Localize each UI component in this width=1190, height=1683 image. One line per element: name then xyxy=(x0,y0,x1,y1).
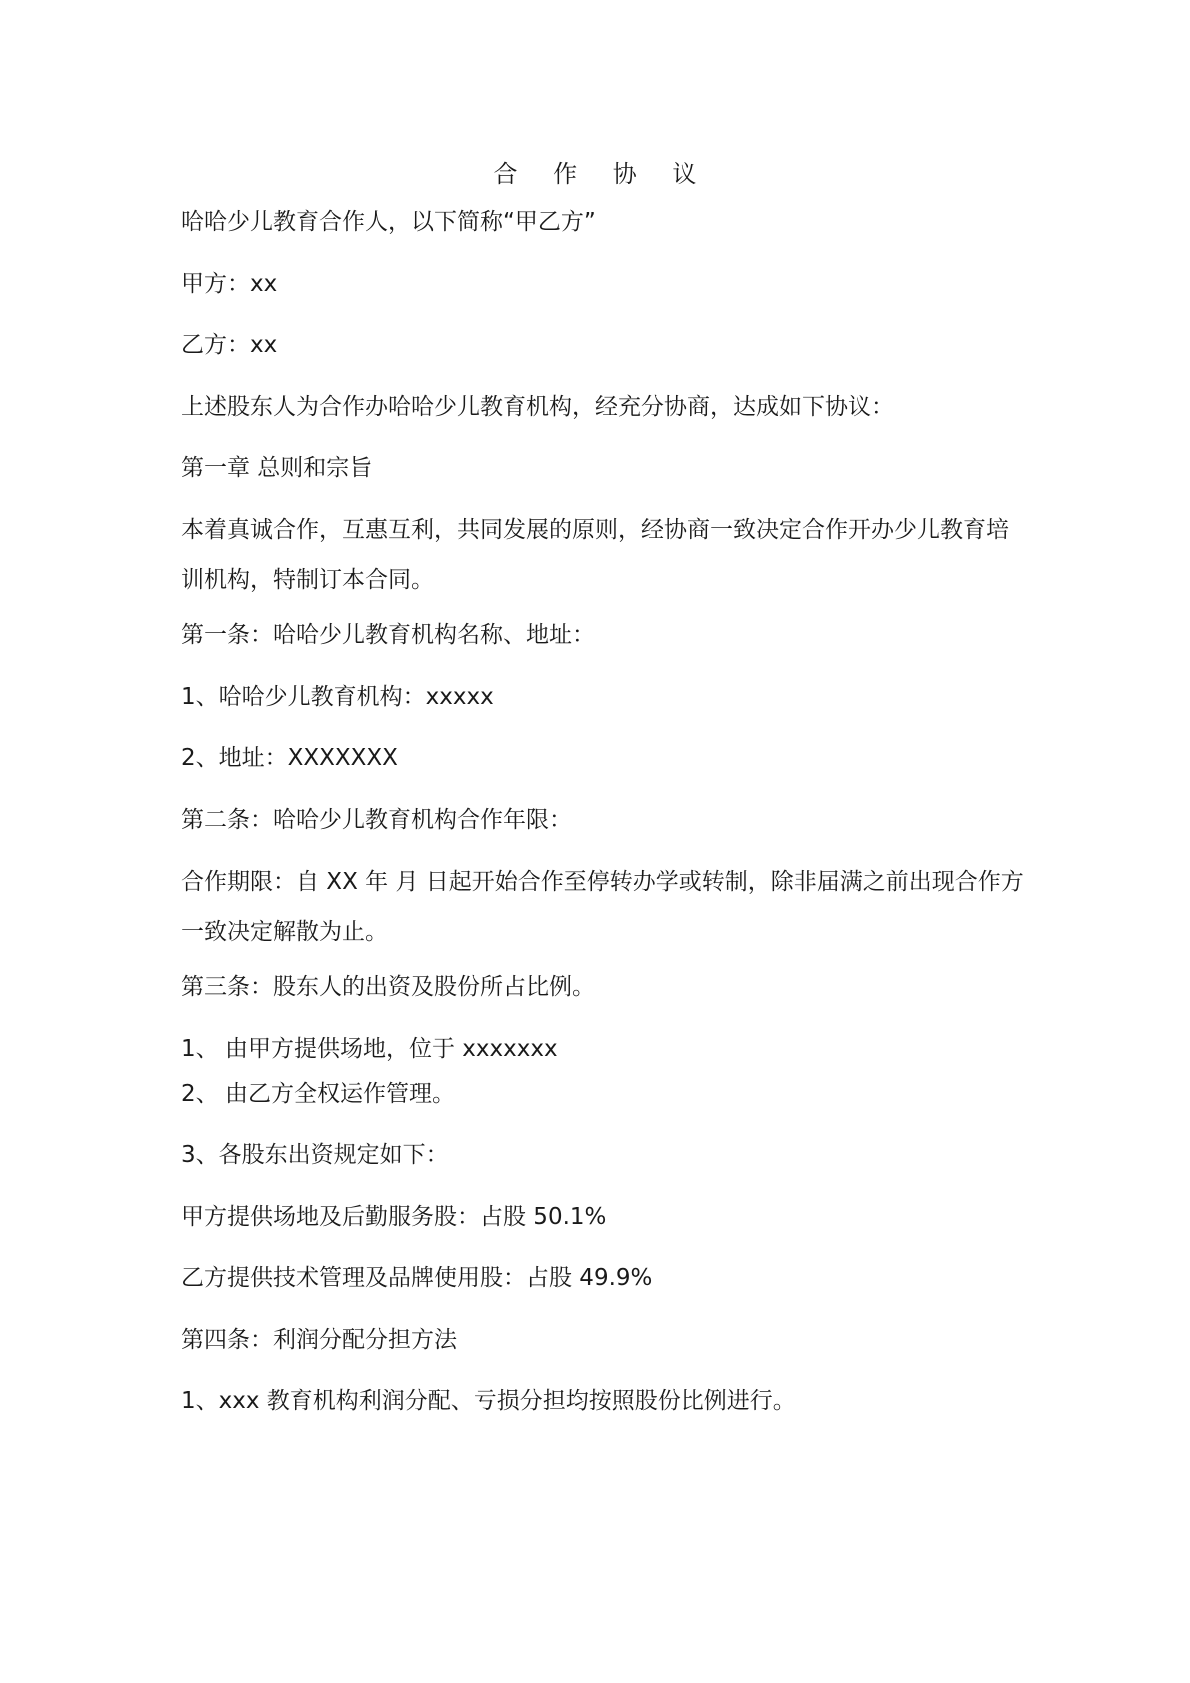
document-title: 合 作 协 议 xyxy=(493,160,711,188)
share-b-line: 乙方提供技术管理及品牌使用股：占股 49.9% xyxy=(181,1265,653,1291)
article-4-heading: 第四条：利润分配分担方法 xyxy=(181,1327,457,1353)
article-3-item-3: 3、各股东出资规定如下： xyxy=(181,1142,449,1168)
preamble-line: 上述股东人为合作办哈哈少儿教育机构，经充分协商，达成如下协议： xyxy=(181,394,894,420)
article-2-heading: 第二条：哈哈少儿教育机构合作年限： xyxy=(181,807,572,833)
party-a-line: 甲方：xx xyxy=(181,271,278,297)
party-b-line: 乙方：xx xyxy=(181,332,278,358)
article-3-item-2 xyxy=(181,1078,1041,1110)
list-number: 1、 xyxy=(181,1036,219,1062)
chapter-heading: 第一章 总则和宗旨 xyxy=(181,455,373,481)
article-3-item-1 xyxy=(181,1033,1041,1065)
list-text: 由乙方全权运作管理。 xyxy=(225,1081,455,1107)
article-4-item-1: 1、xxx 教育机构利润分配、亏损分担均按照股份比例进行。 xyxy=(181,1388,796,1414)
article-2-paragraph: 合作期限：自 XX 年 月 日起开始合作至停转办学或转制，除非届满之前出现合作方一致决定解散为止。 xyxy=(181,869,1024,945)
chapter-paragraph: 本着真诚合作，互惠互利，共同发展的原则，经协商一致决定合作开办少儿教育培训机构，特制订本合同。 xyxy=(181,517,1009,593)
intro-line: 哈哈少儿教育合作人，以下简称“甲乙方” xyxy=(181,209,596,235)
article-1-item-1: 1、哈哈少儿教育机构：xxxxx xyxy=(181,684,494,710)
share-a-line: 甲方提供场地及后勤服务股：占股 50.1% xyxy=(181,1204,607,1230)
list-number: 2、 xyxy=(181,1081,219,1107)
list-text: 由甲方提供场地，位于 xxxxxxx xyxy=(225,1036,558,1062)
article-1-heading: 第一条：哈哈少儿教育机构名称、地址： xyxy=(181,622,595,648)
article-1-item-2: 2、地址：XXXXXXX xyxy=(181,745,398,771)
article-3-heading: 第三条：股东人的出资及股份所占比例。 xyxy=(181,974,595,1000)
